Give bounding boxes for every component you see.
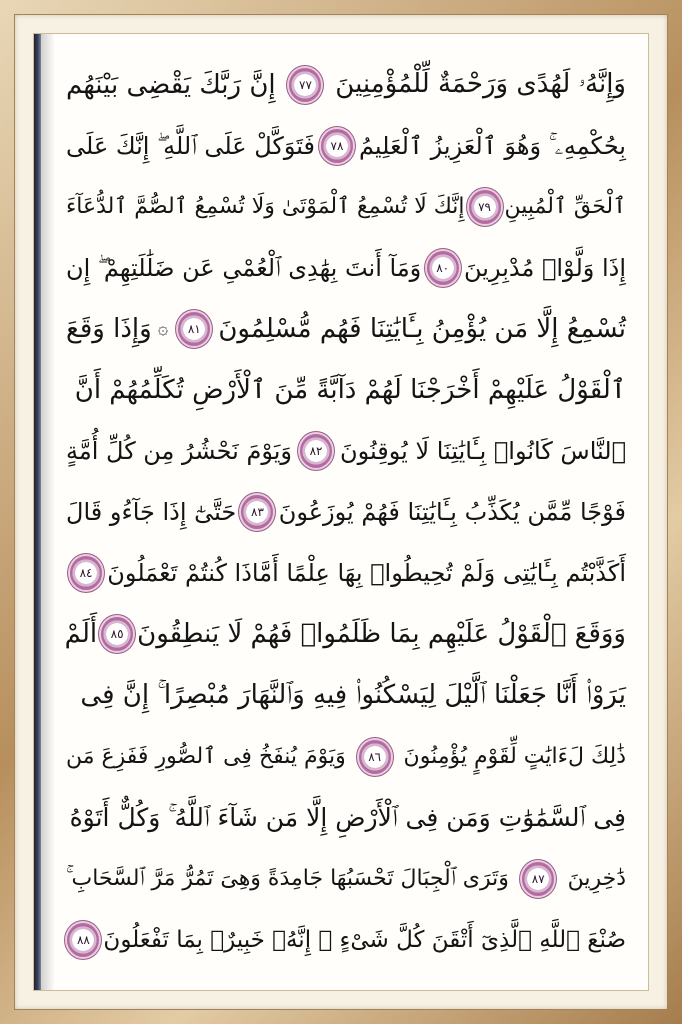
verse-text: فِى ٱلسَّمَٰوَٰتِ وَمَن فِى ٱلْأَرْضِ إِلَّا مَن شَآءَ ٱللَّهُ ۚ وَكُلٌّ أَتَوْهُ bbox=[69, 802, 626, 832]
text-line bbox=[66, 726, 626, 787]
verse-text: فَوْجًا مِّمَّن يُكَذِّبُ بِـَٔايَٰتِنَا فَهُمْ يُوزَعُونَ bbox=[278, 498, 626, 527]
verse-text: ٱلْحَقِّ ٱلْمُبِينِ bbox=[504, 194, 626, 220]
verse-text: وَمَآ أَنتَ بِهَٰدِى ٱلْعُمْىِ عَن ضَلَٰلَتِهِمْ ۖ إِن bbox=[66, 253, 422, 282]
verse-text: وَيَوْمَ نَحْشُرُ مِن كُلِّ أُمَّةٍ bbox=[66, 437, 292, 466]
verse-text: فَتَوَكَّلْ عَلَى ٱللَّهِ ۖ إِنَّكَ عَلَى bbox=[66, 131, 315, 160]
ayah-number-marker: ٨٥ bbox=[101, 617, 133, 651]
text-line bbox=[66, 482, 626, 543]
verse-text: ٱلنَّاسَ كَانُوا۟ بِـَٔايَٰتِنَا لَا يُوقِنُونَ bbox=[340, 437, 626, 466]
text-line bbox=[66, 421, 626, 482]
ayah-number-marker: ٨٣ bbox=[241, 495, 273, 529]
ayah-number-marker: ٨٠ bbox=[427, 251, 459, 285]
text-line bbox=[66, 665, 626, 726]
verse-text: تُسْمِعُ إِلَّا مَن يُؤْمِنُ بِـَٔايَٰتِنَا فَهُم مُّسْلِمُونَ bbox=[218, 313, 626, 344]
verse-text: ذَٰلِكَ لَءَايَٰتٍ لِّقَوْمٍ يُؤْمِنُونَ bbox=[403, 744, 626, 770]
text-line bbox=[66, 359, 626, 420]
ayah-number-marker: ٨٦ bbox=[359, 740, 391, 774]
page-spine bbox=[34, 34, 41, 990]
spine-shadow bbox=[41, 34, 55, 990]
text-line bbox=[66, 115, 626, 176]
ayah-number-marker: ٨٤ bbox=[70, 556, 102, 590]
verse-text: وَتَرَى ٱلْجِبَالَ تَحْسَبُهَا جَامِدَةً وَهِىَ تَمُرُّ مَرَّ ٱلسَّحَابِ ۚ bbox=[66, 866, 509, 892]
verse-text: إِذَا وَلَّوْا۟ مُدْبِرِينَ bbox=[464, 253, 626, 282]
text-line bbox=[66, 787, 626, 848]
verse-text: يَرَوْا۟ أَنَّا جَعَلْنَا ٱلَّيْلَ لِيَسْكُنُوا۟ فِيهِ وَٱلنَّهَارَ مُبْصِرًا ۚ إِنَّ فِى bbox=[80, 679, 626, 710]
verse-text: حَتَّىٰٓ إِذَا جَآءُو قَالَ bbox=[66, 498, 237, 527]
rub-el-hizb-icon: ۞ bbox=[157, 318, 169, 340]
verse-text: صُنْعَ ٱللَّهِ ٱلَّذِىٓ أَتْقَنَ كُلَّ شَىْءٍ ۚ إِنَّهُۥ خَبِيرٌۢ بِمَا تَفْعَلُونَ bbox=[103, 926, 626, 953]
ayah-number-marker: ٨٧ bbox=[522, 862, 554, 896]
ayah-number-marker: ٧٩ bbox=[469, 190, 501, 224]
text-line bbox=[66, 176, 626, 237]
verse-text: وَإِذَا وَقَعَ bbox=[66, 313, 152, 344]
text-line bbox=[66, 54, 626, 115]
verse-text: وَيَوْمَ يُنفَخُ فِى ٱلصُّورِ فَفَزِعَ مَن bbox=[66, 744, 346, 770]
text-line bbox=[66, 604, 626, 665]
text-line bbox=[66, 909, 626, 970]
verse-text: ٱلْقَوْلُ عَلَيْهِمْ أَخْرَجْنَا لَهُمْ دَآبَّةً مِّنَ ٱلْأَرْضِ تُكَلِّمُهُمْ أَنَّ bbox=[74, 375, 626, 406]
verse-text: دَٰخِرِينَ bbox=[567, 866, 626, 892]
verse-text: بِحُكْمِهِۦ ۚ وَهُوَ ٱلْعَزِيزُ ٱلْعَلِيمُ bbox=[358, 131, 626, 160]
ayah-number-marker: ٧٧ bbox=[289, 68, 321, 102]
verse-text: وَإِنَّهُۥ لَهُدًى وَرَحْمَةٌ لِّلْمُؤْمِنِينَ bbox=[335, 69, 626, 100]
verse-text: وَوَقَعَ ٱلْقَوْلُ عَلَيْهِم بِمَا ظَلَمُوا۟ فَهُمْ لَا يَنطِقُونَ bbox=[137, 619, 626, 650]
text-line bbox=[66, 298, 626, 359]
ayah-number-marker: ٨٢ bbox=[300, 434, 332, 468]
mushaf-page bbox=[34, 34, 648, 990]
text-line bbox=[66, 543, 626, 604]
verse-text: إِنَّ رَبَّكَ يَقْضِى بَيْنَهُم bbox=[66, 69, 276, 100]
text-line bbox=[66, 848, 626, 909]
text-line bbox=[66, 237, 626, 298]
ayah-number-marker: ٨٨ bbox=[67, 923, 99, 957]
verse-text: أَلَمْ bbox=[64, 619, 98, 650]
text-lines bbox=[66, 54, 626, 972]
verse-text: إِنَّكَ لَا تُسْمِعُ ٱلْمَوْتَىٰ وَلَا تُسْمِعُ ٱلصُّمَّ ٱلدُّعَآءَ bbox=[65, 194, 465, 220]
verse-text: أَكَذَّبْتُم بِـَٔايَٰتِى وَلَمْ تُحِيطُوا۟ بِهَا عِلْمًا أَمَّاذَا كُنتُمْ تَعْمَلُونَ bbox=[107, 559, 626, 588]
ayah-number-marker: ٨١ bbox=[178, 312, 210, 346]
ayah-number-marker: ٧٨ bbox=[321, 129, 353, 163]
